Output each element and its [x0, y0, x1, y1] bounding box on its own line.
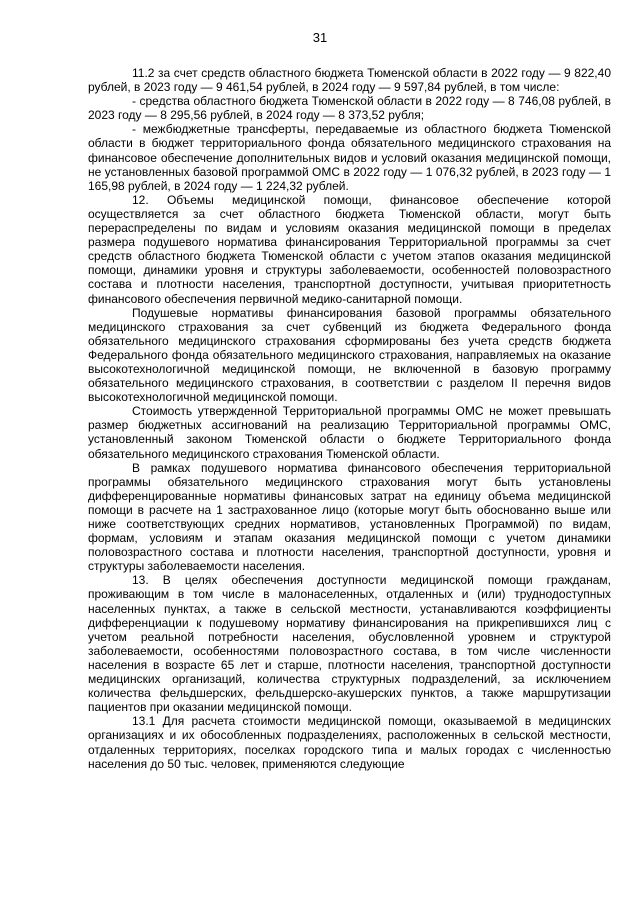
paragraph-per-capita-standards: Подушевые нормативы финансирования базовой программы обязательного медицинского страхования за счет субвенций из бюджета Федерального фонда обязательного медицинского страхования сформированы без учета средств бюджета Федерального фонда обязательного медицинского страхования, направляемых на оказание высокотехнологичной медицинской помощи, не включенной в базовую программу обязательного медицинского страхования, в соответствии с разделом II перечня видов высокотехнологичной медицинской помощи. — [88, 305, 611, 405]
paragraph-13: 13. В целях обеспечения доступности медицинской помощи гражданам, проживающим в том числе в малонаселенных, отдаленных и (или) труднодоступных населенных пунктах, а также в сельской местности, устанавливаются коэффициенты дифференциации к подушевому нормативу финансирования на прикрепившихся лиц с учетом реальной потребности населения, обусловленной уровнем и структурой заболеваемости, особенностями половозрастного состава, в том числе численности населения в возрасте 65 лет и старше, плотности населения, транспортной доступности медицинских организаций, количества структурных подразделений, за исключением количества фельдшерских, фельдшерско-акушерских пунктов, а также маршрутизации пациентов при оказании медицинской помощи. — [88, 573, 611, 715]
paragraph-regional-budget-funds: - средства областного бюджета Тюменской области в 2022 году — 8 746,08 рублей, в 2023 году — 8 295,56 рублей, в 2024 году — 8 373,52 рубля; — [88, 94, 611, 123]
paragraph-11-2: 11.2 за счет средств областного бюджета Тюменской области в 2022 году — 9 822,40 рублей, в 2023 году — 9 461,54 рублей, в 2024 году — 9 597,84 рублей, в том числе: — [88, 66, 611, 95]
paragraph-program-cost: Стоимость утвержденной Территориальной программы ОМС не может превышать размер бюджетных ассигнований на реализацию Территориальной программы ОМС, установленный законом Тюменской области о бюджете Территориального фонда обязательного медицинского страхования Тюменской области. — [88, 404, 611, 461]
page-number: 31 — [312, 30, 328, 45]
paragraph-interbudget-transfers: - межбюджетные трансферты, передаваемые из областного бюджета Тюменской области в бюджет территориального фонда обязательного медицинского страхования на финансовое обеспечение дополнительных видов и условий оказания медицинской помощи, не установленных базовой программой ОМС в 2022 году — 1 076,32 рублей, в 2023 году — 1 165,98 рублей, в 2024 году — 1 224,32 рублей. — [88, 122, 611, 193]
paragraph-13-1: 13.1 Для расчета стоимости медицинской помощи, оказываемой в медицинских организациях и их обособленных подразделениях, расположенных в сельской местности, отдаленных территориях, поселках городского типа и малых городах с численностью населения до 50 тыс. человек, применяются следующие — [88, 714, 611, 771]
paragraph-differentiated-standards: В рамках подушевого норматива финансового обеспечения территориальной программы обязательного медицинского страхования могут быть установлены дифференцированные нормативы финансовых затрат на единицу объема медицинской помощи в расчете на 1 застрахованное лицо (которые могут быть обоснованно выше или ниже соответствующих средних нормативов, установленных Программой) по видам, формам, условиям и этапам оказания медицинской помощи с учетом динамики половозрастного состава и плотности населения, транспортной доступности, уровня и структуры заболеваемости населения. — [88, 460, 611, 574]
document-body — [88, 66, 611, 771]
paragraph-12: 12. Объемы медицинской помощи, финансовое обеспечение которой осуществляется за счет областного бюджета Тюменской области, могут быть перераспределены по видам и условиям оказания медицинской помощи в пределах размера подушевого норматива финансирования Территориальной программы за счет средств областного бюджета Тюменской области с учетом этапов оказания медицинской помощи, динамики уровня и структуры заболеваемости, особенностей половозрастного состава и плотности населения, транспортной доступности, учитывая приоритетность финансового обеспечения первичной медико-санитарной помощи. — [88, 192, 611, 306]
